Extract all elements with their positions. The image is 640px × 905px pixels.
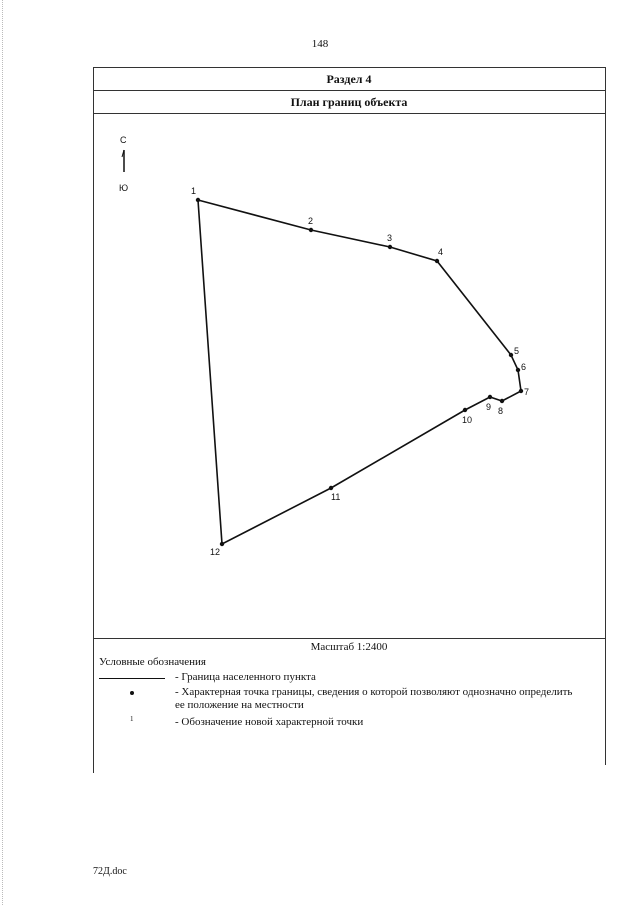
point-label-11: 11 xyxy=(331,492,341,502)
legend-title: Условные обозначения xyxy=(99,656,206,668)
legend-item-boundary: - Граница населенного пункта xyxy=(175,671,316,683)
point-label-6: 6 xyxy=(521,362,527,372)
legend-line-icon xyxy=(99,678,165,679)
legend-item-new-point: - Обозначение новой характерной точки xyxy=(175,716,364,728)
point-label-12: 12 xyxy=(210,547,221,557)
point-label-9: 9 xyxy=(486,402,492,412)
point-marker-9 xyxy=(488,395,492,399)
point-marker-3 xyxy=(388,245,392,249)
compass-north: С xyxy=(120,135,127,145)
point-label-7: 7 xyxy=(524,387,530,397)
map-scale: Масштаб 1:2400 xyxy=(310,641,388,653)
file-name-footer: 72Д.doc xyxy=(93,866,127,877)
point-marker-10 xyxy=(463,408,467,412)
plan-title: План границ объекта xyxy=(290,95,408,109)
point-label-10: 10 xyxy=(462,415,473,425)
point-label-5: 5 xyxy=(514,346,520,356)
legend-item-point xyxy=(175,686,575,712)
compass-south: Ю xyxy=(119,183,129,193)
point-label-3: 3 xyxy=(387,233,393,243)
point-marker-8 xyxy=(500,399,504,403)
compass-icon xyxy=(119,135,128,193)
point-label-4: 4 xyxy=(438,247,444,257)
boundary-line xyxy=(198,200,521,544)
section-title: Раздел 4 xyxy=(326,72,372,86)
point-marker-1 xyxy=(196,198,200,202)
point-labels xyxy=(191,186,529,557)
legend-index-icon: 1 xyxy=(130,715,134,723)
legend-dot-icon xyxy=(130,691,134,695)
point-marker-11 xyxy=(329,486,333,490)
point-label-2: 2 xyxy=(308,216,314,226)
point-label-1: 1 xyxy=(191,186,197,196)
point-label-8: 8 xyxy=(498,406,504,416)
point-marker-5 xyxy=(509,353,513,357)
point-marker-6 xyxy=(516,368,520,372)
page-number: 148 xyxy=(311,38,329,50)
point-marker-2 xyxy=(309,228,313,232)
point-marker-12 xyxy=(220,542,224,546)
legend-item-point-text: - Характерная точка границы, сведения о которой позволяют однозначно определить ее положение на местности xyxy=(175,686,573,711)
point-marker-4 xyxy=(435,259,439,263)
point-marker-7 xyxy=(519,389,523,393)
boundary-points xyxy=(196,198,523,546)
